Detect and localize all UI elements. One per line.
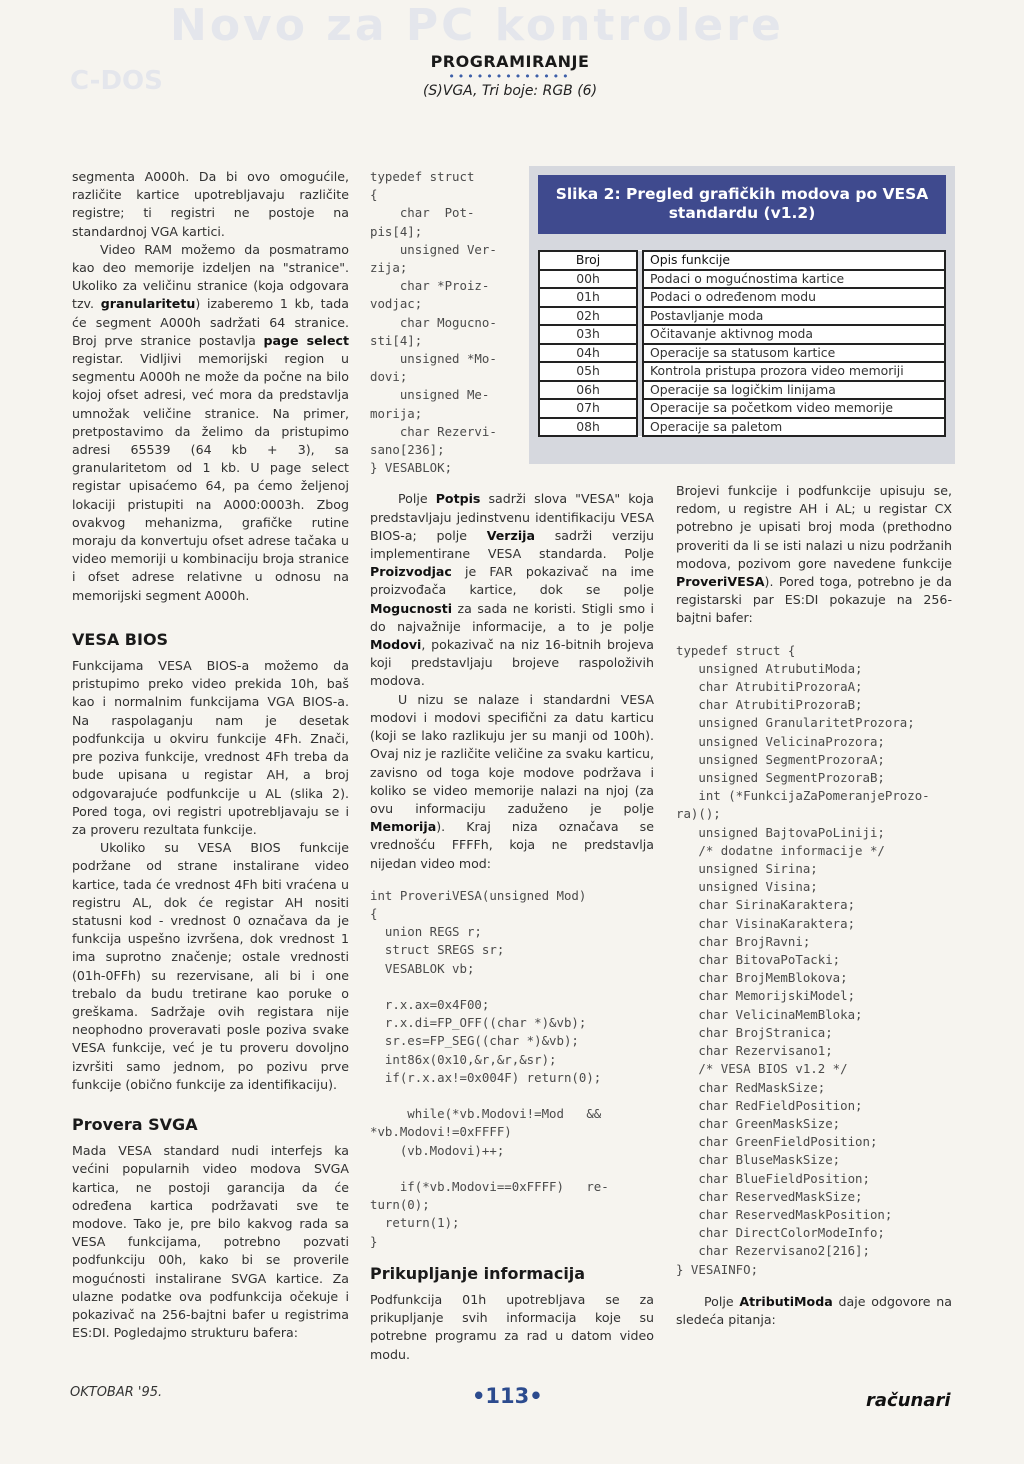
show-through-subheading: C-DOS — [70, 66, 163, 96]
show-through-heading: Novo za PC kontrolere — [170, 0, 784, 51]
function-description: Operacije sa paletom — [643, 418, 945, 437]
code-block-vesainfo: typedef struct { unsigned AtrubutiModa; char AtrubitiProzoraA; char AtrubitiProzoraB; unsigned GranularitetProzora; unsigned VelicinaProzora; unsigned SegmentProzoraA; unsigned SegmentProzoraB; int (*FunkcijaZaPomeranjeProzo- ra)(); unsigned BajtovaPoLiniji; /* dodatne informacije */ unsigned Sirina; unsigned Visina; char SirinaKaraktera; char VisinaKaraktera; char BrojRavni; char BitovaPoTacki; char BrojMemBlokova; char MemorijskiModel; char VelicinaMemBloka; char BrojStranica; char Rezervisano1; /* VESA BIOS v1.2 */ char RedMaskSize; char RedFieldPosition; char GreenMaskSize; char GreenFieldPosition; char BluseMaskSize; char BlueFieldPosition; char ReservedMaskSize; char ReservedMaskPosition; char DirectColorModeInfo; char Rezervisano2[216]; } VESAINFO; — [676, 642, 930, 1277]
paragraph: Podfunkcija 01h upotrebljava se za prikupljanje svih informacija koje su potrebne programu za rad u datom video modu. — [370, 1291, 654, 1362]
text-run: daje odgovore na sledeća pitanja: — [676, 1293, 952, 1327]
figure-vesa-modes — [529, 166, 955, 464]
paragraph: Mada VESA standard nudi interfejs ka većini popularnih video modova SVGA kartica, ne postoji garancija da će određena kartica podržavati sve te modove. Tako je, pre bilo kakvog rada sa VESA funkcijama, potrebno pozvati podfunkciju 00h, kako bi se proverile mogućnosti instalirane SVGA kartice. Za ulazne podatke ova podfunkcija očekuje i pokazivač na 256-bajtni bafer u registrima ES:DI. Pogledajmo strukturu bafera: — [72, 1143, 349, 1341]
bold-term: Proizvodjac — [370, 564, 452, 580]
function-number: 07h — [539, 399, 637, 418]
text-run: ) izaberemo 1 kb, tada će segment A000h sadržati 64 stranice. Broj prve stranice postavlja — [72, 296, 349, 348]
figure-title: Slika 2: Pregled grafičkih modova po VESA standardu (v1.2) — [538, 175, 946, 234]
text-run: ). Kraj niza označava se vrednošću FFFFh, koja ne predstavlja nijedan video mod: — [370, 819, 654, 871]
paragraph — [72, 241, 349, 605]
text-run: sadrži slova "VESA" koja predstavljaju jedinstvenu identifikaciju VESA BIOS-a; polje — [370, 491, 654, 543]
page-header — [350, 52, 670, 99]
function-number: 03h — [539, 325, 637, 344]
section-heading: Prikupljanje informacija — [370, 1263, 586, 1283]
function-number: 01h — [539, 288, 637, 307]
text-run: je FAR pokazivač na ime proizvođača kartice, dok se polje — [370, 564, 654, 598]
paragraph — [676, 1293, 952, 1329]
issue-date: OKTOBAR '95. — [70, 1385, 163, 1400]
function-description: Podaci o mogućnostima kartice — [643, 270, 945, 289]
page-number: •113• — [472, 1384, 543, 1408]
table-header-row — [539, 251, 945, 270]
function-description: Očitavanje aktivnog moda — [643, 325, 945, 344]
code-block-vesablok: typedef struct { char Pot- pis[4]; unsigned Ver- zija; char *Proiz- vodjac; char Mogucno- sti[4]; unsigned *Mo- dovi; unsigned Me- morija; char Rezervi- sano[236]; } VESABLOK; — [370, 169, 497, 476]
bold-term: granularitetu — [100, 296, 196, 312]
paragraph: Funkcijama VESA BIOS-a možemo da pristupimo preko video prekida 10h, baš kao i normalnim funkcijama VGA BIOS-a. Na raspolaganju nam je desetak podfunkcija u okviru funkcije 4Fh. Znači, pre poziva funkcije, vrednost 4Fh treba da bude upisana u registar AH, a broj odgovarajuće podfunkcije u AL (slika 2). Pored toga, ovi registri upotrebljavaju se i za proveru rezultata funkcije. — [72, 658, 349, 837]
bold-term: ProveriVESA — [676, 574, 765, 590]
column-right — [676, 482, 952, 1329]
function-description: Operacije sa logičkim linijama — [643, 381, 945, 400]
function-number: 08h — [539, 418, 637, 437]
table-row — [539, 307, 945, 326]
bold-term: AtributiModa — [739, 1293, 833, 1309]
text-run: sadrži verziju implementirane VESA standarda. Polje — [370, 527, 654, 562]
section-heading: Provera SVGA — [72, 1114, 198, 1134]
paragraph — [370, 490, 654, 690]
paragraph: Ukoliko su VESA BIOS funkcije podržane od strane instalirane video kartice, tada će vrednost 4Fh biti vraćena u registru AL, dok će registar AH nositi statusni kod - vrednost 0 označava da je funkcija uspešno izvršena, dok vrednost 1 ima suprotno značenje; ostale vrednosti (01h-0FFh) su rezervisane, ali bi i one trebalo da budu tretirane kao poruke o greškama. Sadržaje ovih registara nije neophodno proveravati posle poziva svake VESA funkcije, već je tu proveru dovoljno izvršiti samo jednom, po pozivu prve funkcije (obično funkcije za identifikaciju). — [72, 840, 349, 1092]
bold-term: Modovi — [370, 637, 422, 653]
code-block-proveri-vesa: int ProveriVESA(unsigned Mod) { union REGS r; struct SREGS sr; VESABLOK vb; r.x.ax=0x4F00; r.x.di=FP_OFF((char *)&vb); sr.es=FP_SEG((char *)&vb); int86x(0x10,&r,&r,&sr); if(r.x.ax!=0x004F) return(0); while(*vb.Modovi!=Mod && *vb.Modovi!=0xFFFF) (vb.Modovi)++; if(*vb.Modovi==0xFFFF) re- turn(0); return(1); } — [370, 887, 609, 1249]
function-number: 05h — [539, 362, 637, 381]
section-title: PROGRAMIRANJE — [430, 52, 590, 71]
figure-table — [538, 250, 946, 437]
table-row — [539, 288, 945, 307]
section-heading: VESA BIOS — [72, 629, 169, 649]
table-row — [539, 399, 945, 418]
text-run: za sada ne koristi. Stigli smo i do najvažnije informacije, a to je polje — [370, 600, 654, 634]
text-run: ). Pored toga, potrebno je da registarski par ES:DI pokazuje na 256-bajtni bafer: — [676, 574, 952, 626]
text-run: U nizu se nalaze i standardni VESA modovi i modovi specifični za datu karticu (koji se lako razlikuju jer su manji od 100h). Ovaj niz je različite veličine za svaku karticu, zavisno od toga koje modove podržava i koliko se video memorije nalazi na njoj (za ovu informaciju zaduženo je polje — [370, 691, 654, 816]
column-header-description: Opis funkcije — [643, 251, 945, 270]
text-run: , pokazivač na niz 16-bitnih brojeva koji predstavljaju brojeve raspoloživih modova. — [370, 637, 654, 689]
magazine-logo: računari — [866, 1390, 951, 1411]
column-header-number: Broj — [539, 251, 637, 270]
text-run: Video RAM možemo da posmatramo kao deo memorije izdeljen na "stranice". Ukoliko za veličinu stranice (koja odgovara tzv. — [72, 241, 349, 312]
text-run: Brojevi funkcije i podfunkcije upisuju se, redom, u registre AH i AL; u registar CX potrebno je upisati broj moda (prethodno proveriti da li se isti nalazi u nizu podržanih modova, pozivom gore navedene funkcije — [676, 483, 952, 571]
paragraph: segmenta A000h. Da bi ovo omogućile, različite kartice upotrebljavaju različite registre; ti registri ne postoje na standardnoj VGA kartici. — [72, 169, 349, 239]
table-row — [539, 381, 945, 400]
dot-divider: ••••••••••••• — [448, 70, 572, 83]
paragraph — [370, 691, 654, 873]
bold-term: page select — [263, 332, 349, 348]
bold-term: Verzija — [486, 527, 535, 543]
article-subtitle: (S)VGA, Tri boje: RGB (6) — [422, 83, 598, 99]
function-description: Operacije sa početkom video memorije — [643, 399, 945, 418]
text-run: Polje — [398, 491, 436, 507]
bold-term: Potpis — [435, 491, 481, 507]
text-run: Polje — [704, 1293, 740, 1309]
function-number: 04h — [539, 344, 637, 363]
function-number: 00h — [539, 270, 637, 289]
function-number: 02h — [539, 307, 637, 326]
function-description: Kontrola pristupa prozora video memoriji — [643, 362, 945, 381]
bold-term: Memorija — [370, 819, 437, 835]
table-row — [539, 344, 945, 363]
bold-term: Mogucnosti — [370, 600, 453, 616]
function-description: Postavljanje moda — [643, 307, 945, 326]
text-run: registar. Vidljivi memorijski region u segmentu A000h ne može da počne na bilo kojoj ofset adresi, već mora da predstavlja umnožak veličine stranice. Na primer, pretpostavimo da želimo da pristupimo adresi 65539 (64 kb + 3), sa granularitetom od 1 kb. U page select registar upisaćemo 64, pa ćemo željenoj lokaciji pristupiti na A000:0003h. Zbog ovakvog mehanizma, grafičke rutine moraju da konvertuju ofset adrese tačaka u video memoriji u kombinaciju broja stranice i ofset adrese relativne u odnosu na memorijski segment A000h. — [72, 351, 349, 603]
table-row — [539, 418, 945, 437]
table-row — [539, 362, 945, 381]
function-description: Podaci o određenom modu — [643, 288, 945, 307]
table-row — [539, 270, 945, 289]
table-row — [539, 325, 945, 344]
function-number: 06h — [539, 381, 637, 400]
paragraph — [676, 482, 952, 628]
function-description: Operacije sa statusom kartice — [643, 344, 945, 363]
column-left — [72, 168, 349, 1342]
